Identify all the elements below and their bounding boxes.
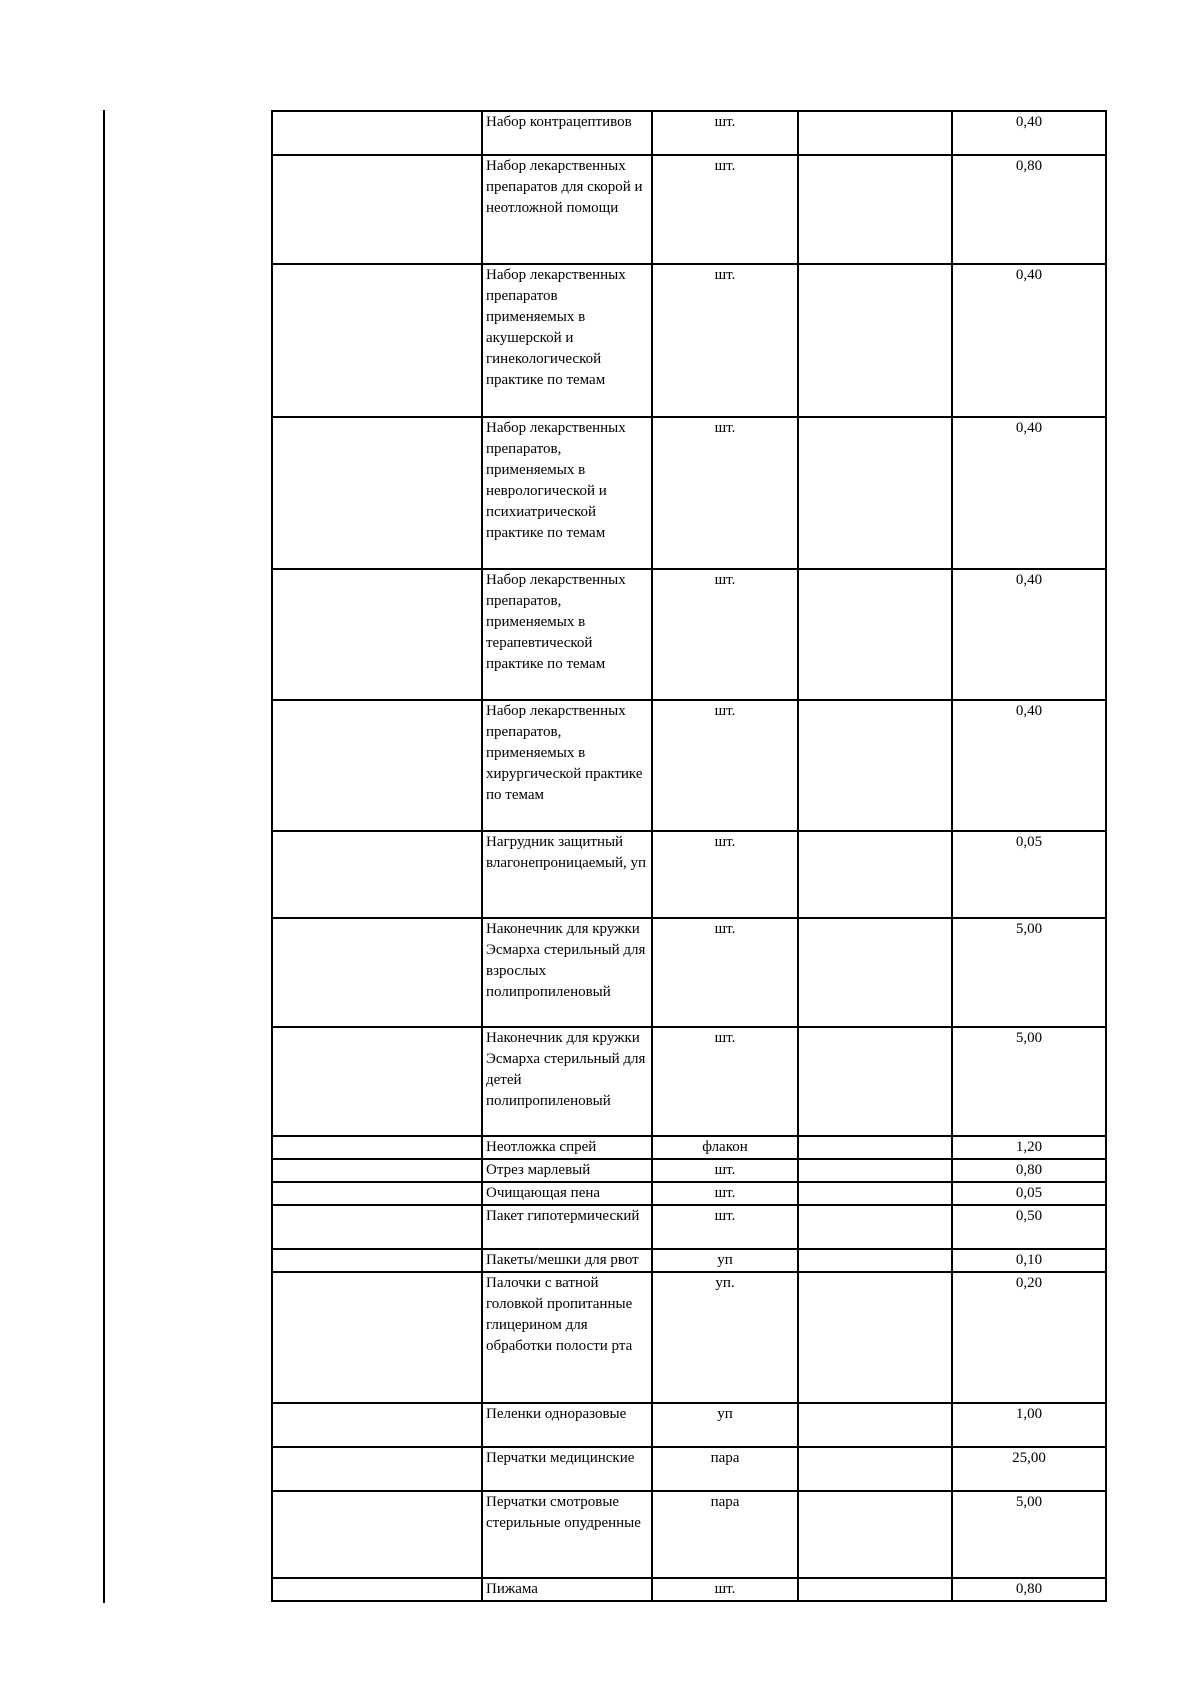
table-row	[272, 1578, 1106, 1601]
empty-cell	[798, 1159, 952, 1182]
code-cell	[272, 1249, 482, 1272]
table-row	[272, 264, 1106, 417]
table-row	[272, 111, 1106, 155]
item-unit: шт.	[652, 569, 798, 700]
item-name: Пакет гипотермический	[482, 1205, 652, 1249]
code-cell	[272, 569, 482, 700]
code-cell	[272, 1403, 482, 1447]
item-unit: уп	[652, 1249, 798, 1272]
code-cell	[272, 1447, 482, 1491]
item-unit: шт.	[652, 1159, 798, 1182]
item-name: Палочки с ватной головкой пропитанные глицерином для обработки полости рта	[482, 1272, 652, 1403]
empty-cell	[798, 1491, 952, 1578]
item-name: Неотложка спрей	[482, 1136, 652, 1159]
item-unit: шт.	[652, 111, 798, 155]
item-qty: 0,50	[952, 1205, 1106, 1249]
code-cell	[272, 155, 482, 264]
item-name: Отрез марлевый	[482, 1159, 652, 1182]
item-name: Набор контрацептивов	[482, 111, 652, 155]
item-unit: флакон	[652, 1136, 798, 1159]
empty-cell	[798, 1136, 952, 1159]
table-row	[272, 1491, 1106, 1578]
table-row	[272, 1027, 1106, 1136]
item-qty: 0,20	[952, 1272, 1106, 1403]
empty-cell	[798, 155, 952, 264]
table-row	[272, 417, 1106, 569]
code-cell	[272, 1136, 482, 1159]
empty-cell	[798, 1027, 952, 1136]
code-cell	[272, 700, 482, 831]
item-qty: 1,00	[952, 1403, 1106, 1447]
item-unit: пара	[652, 1447, 798, 1491]
code-cell	[272, 1578, 482, 1601]
item-unit: шт.	[652, 1027, 798, 1136]
item-unit: шт.	[652, 264, 798, 417]
item-name: Наконечник для кружки Эсмарха стерильный для взрослых полипропиленовый	[482, 918, 652, 1027]
table-row	[272, 1249, 1106, 1272]
table-row	[272, 918, 1106, 1027]
empty-cell	[798, 569, 952, 700]
empty-cell	[798, 1578, 952, 1601]
item-qty: 1,20	[952, 1136, 1106, 1159]
item-qty: 0,80	[952, 1578, 1106, 1601]
item-unit: шт.	[652, 700, 798, 831]
code-cell	[272, 1182, 482, 1205]
item-unit: шт.	[652, 918, 798, 1027]
table-row	[272, 1182, 1106, 1205]
item-qty: 0,05	[952, 831, 1106, 918]
item-qty: 5,00	[952, 1027, 1106, 1136]
item-name: Наконечник для кружки Эсмарха стерильный для детей полипропиленовый	[482, 1027, 652, 1136]
table-row	[272, 831, 1106, 918]
item-name: Набор лекарственных препаратов, применяемых в хирургической практике по темам	[482, 700, 652, 831]
item-unit: уп	[652, 1403, 798, 1447]
code-cell	[272, 1205, 482, 1249]
item-name: Пеленки одноразовые	[482, 1403, 652, 1447]
code-cell	[272, 417, 482, 569]
empty-cell	[798, 1205, 952, 1249]
supplies-table	[271, 110, 1107, 1602]
code-cell	[272, 1491, 482, 1578]
empty-cell	[798, 111, 952, 155]
empty-cell	[798, 1447, 952, 1491]
item-name: Пижама	[482, 1578, 652, 1601]
item-qty: 0,10	[952, 1249, 1106, 1272]
table-row	[272, 569, 1106, 700]
code-cell	[272, 1159, 482, 1182]
table-row	[272, 1205, 1106, 1249]
table-row	[272, 1447, 1106, 1491]
table-row	[272, 1403, 1106, 1447]
item-name: Очищающая пена	[482, 1182, 652, 1205]
empty-cell	[798, 918, 952, 1027]
item-qty: 0,40	[952, 111, 1106, 155]
code-cell	[272, 918, 482, 1027]
code-cell	[272, 264, 482, 417]
item-name: Перчатки смотровые стерильные опудренные	[482, 1491, 652, 1578]
item-qty: 0,80	[952, 155, 1106, 264]
item-unit: шт.	[652, 1205, 798, 1249]
empty-cell	[798, 700, 952, 831]
item-name: Набор лекарственных препаратов для скорой и неотложной помощи	[482, 155, 652, 264]
item-name: Пакеты/мешки для рвот	[482, 1249, 652, 1272]
item-name: Перчатки медицинские	[482, 1447, 652, 1491]
code-cell	[272, 1027, 482, 1136]
code-cell	[272, 111, 482, 155]
item-name: Набор лекарственных препаратов применяемых в акушерской и гинекологической практике по темам	[482, 264, 652, 417]
empty-cell	[798, 1403, 952, 1447]
item-qty: 0,05	[952, 1182, 1106, 1205]
empty-cell	[798, 1272, 952, 1403]
empty-cell	[798, 1249, 952, 1272]
left-margin-rule	[103, 110, 105, 1603]
item-unit: шт.	[652, 831, 798, 918]
item-name: Набор лекарственных препаратов, применяемых в неврологической и психиатрической практике по темам	[482, 417, 652, 569]
item-qty: 0,40	[952, 569, 1106, 700]
item-unit: шт.	[652, 155, 798, 264]
item-qty: 0,40	[952, 700, 1106, 831]
item-unit: пара	[652, 1491, 798, 1578]
table-row	[272, 1136, 1106, 1159]
item-name: Нагрудник защитный влагонепроницаемый, уп	[482, 831, 652, 918]
table-row	[272, 700, 1106, 831]
item-name: Набор лекарственных препаратов, применяемых в терапевтической практике по темам	[482, 569, 652, 700]
table-row	[272, 155, 1106, 264]
item-unit: уп.	[652, 1272, 798, 1403]
item-qty: 0,40	[952, 264, 1106, 417]
empty-cell	[798, 264, 952, 417]
empty-cell	[798, 831, 952, 918]
code-cell	[272, 831, 482, 918]
item-qty: 0,80	[952, 1159, 1106, 1182]
code-cell	[272, 1272, 482, 1403]
item-qty: 25,00	[952, 1447, 1106, 1491]
empty-cell	[798, 417, 952, 569]
item-unit: шт.	[652, 417, 798, 569]
item-qty: 0,40	[952, 417, 1106, 569]
item-unit: шт.	[652, 1182, 798, 1205]
table-row	[272, 1159, 1106, 1182]
item-unit: шт.	[652, 1578, 798, 1601]
table-row	[272, 1272, 1106, 1403]
empty-cell	[798, 1182, 952, 1205]
item-qty: 5,00	[952, 1491, 1106, 1578]
item-qty: 5,00	[952, 918, 1106, 1027]
